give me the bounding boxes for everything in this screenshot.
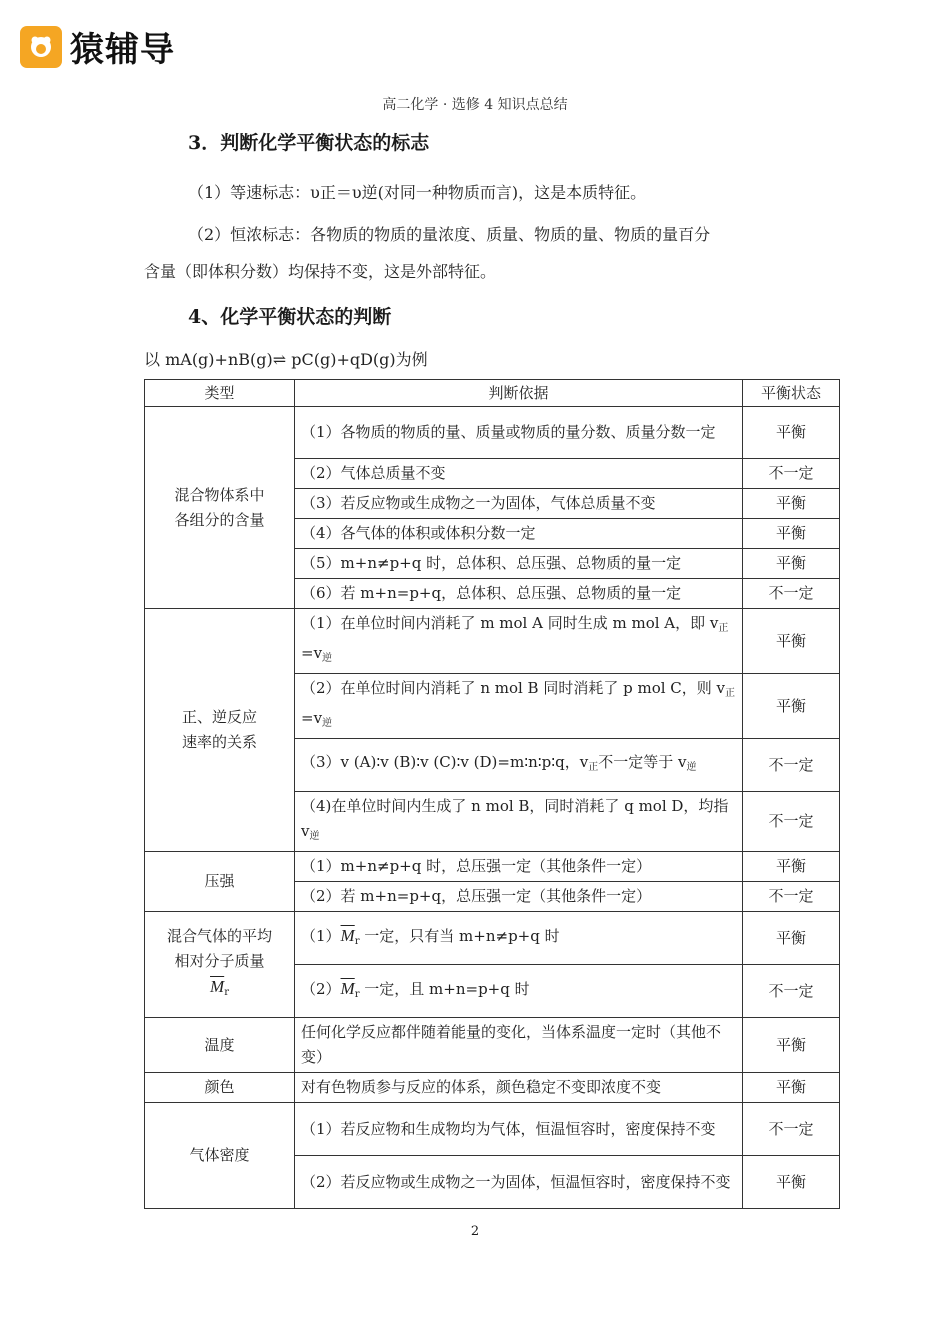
subscript: 逆: [309, 831, 320, 842]
subscript: 正: [725, 688, 736, 699]
table-row: [145, 609, 840, 674]
basis-text: （2）在单位时间内消耗了 n mol B 同时消耗了 p mol C，则 v: [301, 679, 726, 697]
basis-text: 一定，且 m+n=p+q 时: [364, 979, 530, 998]
basis-cell: （3）若反应物或生成物之一为固体，气体总质量不变: [295, 489, 743, 519]
molar-mass-symbol: $\overline{M}$: [210, 977, 225, 996]
basis-text: （3）v (A)∶v (B)∶v (C)∶v (D)=m∶n∶p∶q，v: [301, 753, 589, 771]
basis-cell: （1）若反应物和生成物均为气体，恒温恒容时，密度保持不变: [295, 1103, 743, 1156]
basis-cell: [295, 912, 743, 965]
subscript: r: [224, 987, 229, 998]
equilibrium-judgment-table: [144, 379, 840, 1209]
brand-logo: [20, 22, 175, 71]
state-cell: 不一定: [743, 965, 840, 1018]
state-cell: 不一定: [743, 739, 840, 792]
state-cell: 平衡: [743, 407, 840, 459]
state-cell: 平衡: [743, 609, 840, 674]
basis-text: （2）: [301, 979, 341, 998]
basis-cell: [295, 739, 743, 792]
header-type: 类型: [145, 380, 295, 407]
subscript: 逆: [322, 718, 333, 729]
basis-cell: 任何化学反应都伴随着能量的变化，当体系温度一定时（其他不变）: [295, 1018, 743, 1073]
type-cell-temperature: 温度: [145, 1018, 295, 1073]
state-cell: 平衡: [743, 489, 840, 519]
type-line: 各组分的含量: [174, 510, 265, 529]
state-cell: 平衡: [743, 674, 840, 739]
page-number: 2: [470, 1224, 480, 1239]
basis-cell: （2）若 m+n=p+q，总压强一定（其他条件一定）: [295, 882, 743, 912]
type-cell-molar-mass: [145, 912, 295, 1018]
subscript: 正: [718, 623, 729, 634]
table-row: [145, 407, 840, 459]
subscript: 正: [588, 762, 599, 773]
basis-text: （1）: [301, 926, 341, 945]
type-cell-density: 气体密度: [145, 1103, 295, 1209]
state-cell: 平衡: [743, 852, 840, 882]
brand-name: 猿辅导: [70, 30, 175, 70]
type-cell-color: 颜色: [145, 1073, 295, 1103]
subscript: r: [354, 988, 360, 1000]
table-row: [145, 1073, 840, 1103]
basis-text: （4)在单位时间内生成了 n mol B，同时消耗了 q mol D，均指 v: [301, 797, 729, 840]
basis-text: 不一定等于 v: [598, 753, 687, 771]
basis-cell: [295, 965, 743, 1018]
subscript: r: [354, 935, 360, 947]
state-cell: 平衡: [743, 1018, 840, 1073]
type-cell-pressure: 压强: [145, 852, 295, 912]
basis-cell: 对有色物质参与反应的体系，颜色稳定不变即浓度不变: [295, 1073, 743, 1103]
type-cell-rate: [145, 609, 295, 852]
brand-mark-icon: [20, 26, 62, 68]
state-cell: 不一定: [743, 882, 840, 912]
section3-title: 3．判断化学平衡状态的标志: [188, 132, 430, 154]
state-cell: 平衡: [743, 549, 840, 579]
basis-cell: [295, 609, 743, 674]
table-header-row: [145, 380, 840, 407]
basis-text: =v: [301, 709, 323, 727]
molar-mass-symbol: $\overline{M}$: [340, 978, 355, 998]
basis-cell: [295, 674, 743, 739]
basis-cell: （1）各物质的物质的量、质量或物质的量分数、质量分数一定: [295, 407, 743, 459]
state-cell: 不一定: [743, 579, 840, 609]
basis-text: 一定，只有当 m+n≠p+q 时: [364, 926, 560, 945]
subscript: 逆: [322, 653, 333, 664]
type-line: 速率的关系: [181, 733, 257, 751]
section4-example: 以 mA(g)+nB(g)⇌ pC(g)+qD(g)为例: [144, 350, 428, 369]
subscript: 逆: [686, 762, 697, 773]
header-basis: 判断依据: [295, 380, 743, 407]
section3-item1: （1）等速标志：υ正＝υ逆(对同一种物质而言)，这是本质特征。: [188, 183, 647, 202]
section3-item2-line1: （2）恒浓标志：各物质的物质的量浓度、质量、物质的量、物质的量百分: [188, 225, 711, 244]
type-cell-composition: [145, 407, 295, 609]
type-line: 混合气体的平均: [166, 927, 272, 945]
basis-cell: （5）m+n≠p+q 时，总体积、总压强、总物质的量一定: [295, 549, 743, 579]
table-row: [145, 852, 840, 882]
page-header: 高二化学 · 选修 4 知识点总结: [382, 97, 568, 113]
table-row: [145, 912, 840, 965]
state-cell: 不一定: [743, 1103, 840, 1156]
basis-text: =v: [301, 644, 323, 662]
section4-title: 4、化学平衡状态的判断: [188, 306, 392, 328]
molar-mass-symbol: $\overline{M}$: [340, 925, 355, 945]
basis-cell: （1）m+n≠p+q 时，总压强一定（其他条件一定）: [295, 852, 743, 882]
header-state: 平衡状态: [743, 380, 840, 407]
state-cell: 平衡: [743, 912, 840, 965]
section3-item2-line2: 含量（即体积分数）均保持不变，这是外部特征。: [144, 262, 497, 281]
basis-cell: （6）若 m+n=p+q，总体积、总压强、总物质的量一定: [295, 579, 743, 609]
basis-cell: [295, 792, 743, 852]
state-cell: 不一定: [743, 459, 840, 489]
basis-cell: （2）若反应物或生成物之一为固体，恒温恒容时，密度保持不变: [295, 1156, 743, 1209]
state-cell: 不一定: [743, 792, 840, 852]
state-cell: 平衡: [743, 1073, 840, 1103]
table-row: [145, 1018, 840, 1073]
state-cell: 平衡: [743, 519, 840, 549]
basis-cell: （2）气体总质量不变: [295, 459, 743, 489]
type-line: 相对分子质量: [174, 952, 265, 970]
basis-text: （1）在单位时间内消耗了 m mol A 同时生成 m mol A，即 v: [301, 614, 719, 632]
state-cell: 平衡: [743, 1156, 840, 1209]
table-row: [145, 1103, 840, 1156]
type-line: 正、逆反应: [181, 708, 257, 726]
basis-cell: （4）各气体的体积或体积分数一定: [295, 519, 743, 549]
type-line: 混合物体系中: [174, 485, 265, 504]
